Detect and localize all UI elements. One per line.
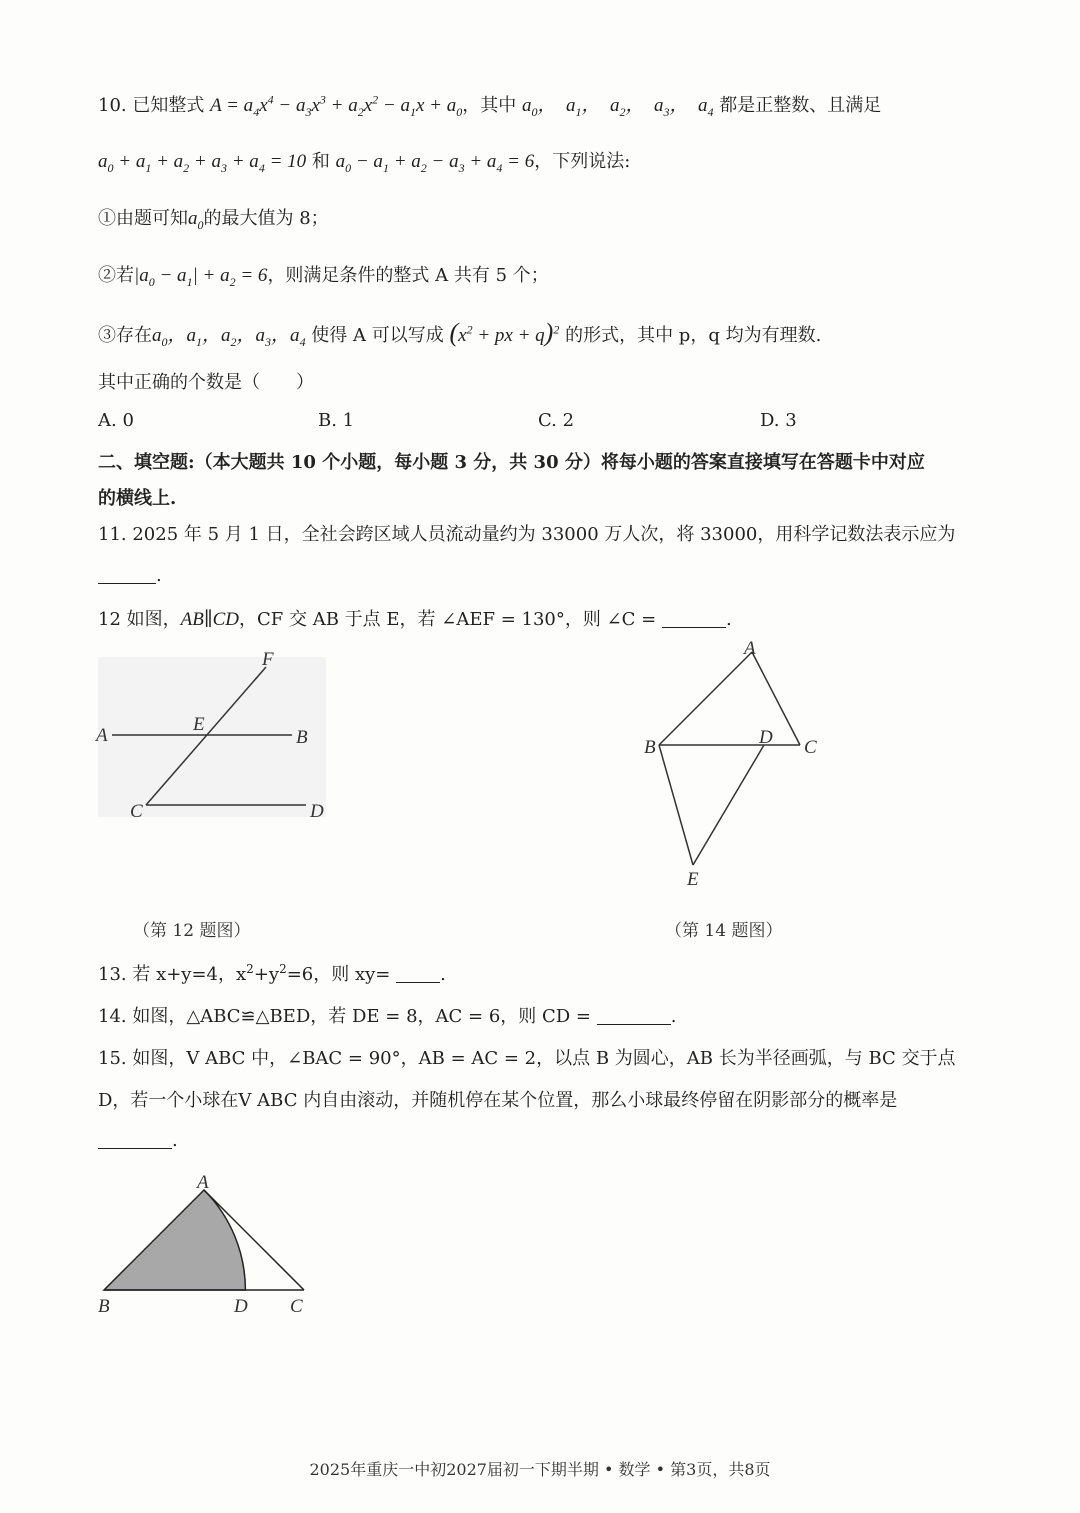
- q15-line2: D，若一个小球在V ABC 内自由滚动，并随机停在某个位置，那么小球最终停留在阴影部分的概率是: [98, 1090, 898, 1111]
- segment-ab: [659, 652, 752, 745]
- option-b: B. 1: [318, 410, 355, 431]
- label-d: D: [234, 1296, 248, 1317]
- q10-statement1: ①由题可知$a_0$的最大值为 8；: [98, 208, 329, 232]
- label-d: D: [310, 801, 324, 822]
- q11-blank: [98, 565, 156, 584]
- q15-answer-line: .: [98, 1130, 178, 1151]
- label-d: D: [759, 727, 773, 748]
- q10-line2: $a_0 + a_1 + a_2 + a_3 + a_4 = 10$ 和 $a_0 - a_1 + a_2 - a_3 + a_4 = 6$，下列说法:: [98, 151, 631, 175]
- q15-line1: 15. 如图，V ABC 中，∠BAC = 90°，AB = AC = 2，以点 B 为圆心，AB 长为半径画弧，与 BC 交于点: [98, 1048, 956, 1069]
- label-f: F: [262, 649, 274, 670]
- q13-text: 13. 若 x+y=4，$x^2+y^2=6$，则 xy= .: [98, 962, 446, 985]
- q10-statement2: ②若$|a_0 - a_1| + a_2 = 6$，则满足条件的整式 A 共有 5 个；: [98, 265, 549, 289]
- q12-blank: [662, 609, 726, 628]
- label-c: C: [130, 801, 143, 822]
- figure-12: [90, 645, 350, 830]
- q15-blank: [98, 1130, 172, 1149]
- option-a: A. 0: [98, 410, 134, 431]
- option-d: D. 3: [760, 410, 797, 431]
- q13-blank: [396, 964, 440, 983]
- section2-heading-line1: 二、填空题:（本大题共 10 个小题，每小题 3 分，共 30 分）将每小题的答案直接填写在答题卡中对应: [98, 452, 925, 473]
- segment-be: [659, 745, 693, 865]
- label-e: E: [687, 869, 699, 890]
- q10-question: 其中正确的个数是（ ）: [98, 372, 314, 393]
- q14-blank: [597, 1006, 671, 1025]
- figure-12-caption: （第 12 题图）: [133, 921, 251, 941]
- label-a: A: [197, 1172, 209, 1193]
- figure-14: [630, 630, 830, 895]
- figure-12-background: [98, 657, 326, 817]
- label-b: B: [296, 727, 308, 748]
- label-a: A: [744, 638, 756, 659]
- q11-text: 11. 2025 年 5 月 1 日，全社会跨区域人员流动量约为 33000 万人次，将 33000，用科学记数法表示应为: [98, 524, 956, 545]
- section2-heading-line2: 的横线上.: [98, 488, 177, 509]
- segment-de: [693, 745, 764, 865]
- label-a: A: [96, 725, 108, 746]
- figure-15: [90, 1168, 320, 1318]
- label-e: E: [193, 714, 205, 735]
- q14-text: 14. 如图，△ABC≌△BED，若 DE = 8，AC = 6，则 CD = .: [98, 1006, 677, 1027]
- label-c: C: [804, 737, 817, 758]
- label-b: B: [98, 1296, 110, 1317]
- page-footer: 2025年重庆一中初2027届初一下期半期 • 数学 • 第3页，共8页: [309, 1460, 771, 1479]
- q10-statement3: ③存在$a_0$，$a_1$，$a_2$，$a_3$，$a_4$ 使得 A 可以写成 ($x^2$ + px + q)$^2$ 的形式，其中 p，q 均为有理数.: [98, 318, 822, 349]
- q12-text: 12 如图，AB∥CD，CF 交 AB 于点 E，若 ∠AEF = 130°，则 ∠C = .: [98, 609, 732, 630]
- figure-14-caption: （第 14 题图）: [665, 921, 783, 941]
- q11-answer-line: .: [98, 565, 162, 586]
- option-c: C. 2: [538, 410, 575, 431]
- label-c: C: [290, 1296, 303, 1317]
- q10-polynomial: $A = a_4x^4 - a_3x^3 + a_2x^2 - a_1x + a_0$: [210, 92, 463, 119]
- shaded-sector: [104, 1190, 245, 1290]
- label-b: B: [644, 737, 656, 758]
- q10-line1: 10. 已知整式 $A = a_4x^4 - a_3x^3 + a_2x^2 - a_1x + a_0$，其中 $a_0$， $a_1$， $a_2$， $a_3$， $a_4$ 都是正整数、且满足: [98, 92, 882, 119]
